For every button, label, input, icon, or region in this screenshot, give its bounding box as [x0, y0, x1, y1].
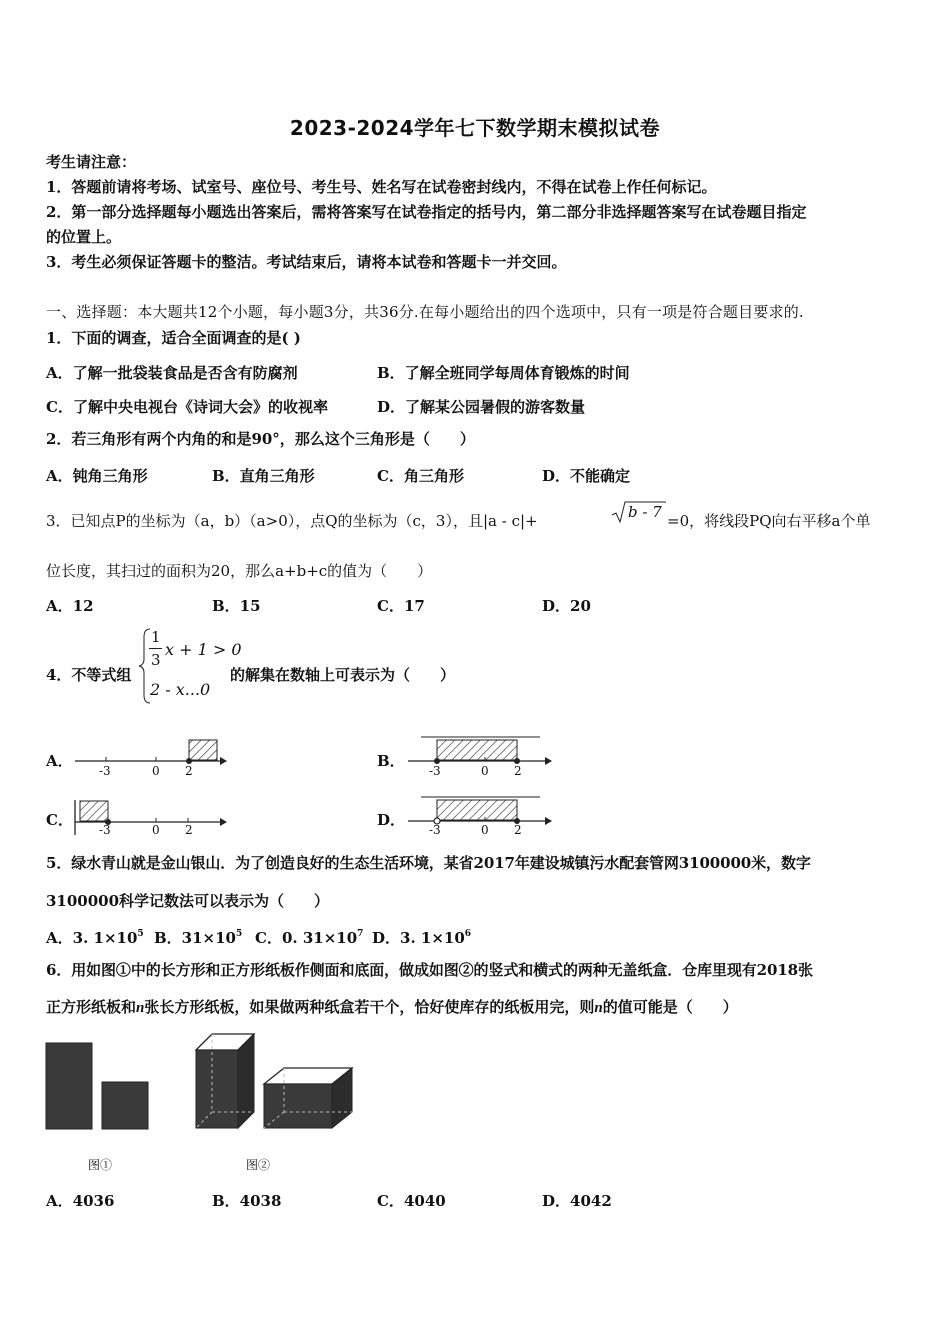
fraction-numerator: 1 [151, 628, 161, 646]
question-3-option-b[interactable]: B．15 [212, 597, 261, 615]
question-6-option-a[interactable]: A．4036 [46, 1192, 115, 1210]
question-3-option-a[interactable]: A．12 [46, 597, 94, 615]
question-6-option-d[interactable]: D．4042 [542, 1192, 612, 1210]
question-4-option-d[interactable]: D． [377, 811, 406, 829]
question-5-option-d[interactable]: D．3. $1\times 10^6$ [372, 929, 472, 947]
tick-label: 2 [185, 823, 193, 837]
tick-label: -3 [99, 823, 111, 837]
tick-label: -3 [429, 764, 441, 778]
fraction-denominator: 3 [151, 651, 161, 669]
tick-label: 0 [481, 823, 489, 837]
question-2-option-a[interactable]: A．钝角三角形 [46, 467, 148, 485]
figure-2-boxes [192, 1028, 362, 1132]
question-1-option-d[interactable]: D．了解某公园暑假的游客数量 [377, 398, 586, 416]
question-5-stem-part1: 5．绿水青山就是金山银山．为了创造良好的生态生活环境，某省2017年建设城镇污水配套管网3100000米，数字 [46, 854, 811, 872]
question-5-option-c[interactable]: C．0. $31\times 10^7$ [255, 929, 364, 947]
question-4-option-c[interactable]: C． [46, 811, 73, 829]
question-1-option-b[interactable]: B．了解全班同学每周体育锻炼的时间 [377, 364, 630, 382]
question-5-stem-part2: 3100000科学记数法可以表示为（ ） [46, 892, 330, 910]
question-1-option-c[interactable]: C．了解中央电视台《诗词大会》的收视率 [46, 398, 328, 416]
question-3-option-d[interactable]: D．20 [542, 597, 591, 615]
notice-item: 3．考生必须保证答题卡的整洁。考试结束后，请将本试卷和答题卡一并交回。 [46, 253, 567, 271]
question-6-option-b[interactable]: B．4038 [212, 1192, 282, 1210]
tick-label: 2 [514, 823, 522, 837]
question-2-option-b[interactable]: B．直角三角形 [212, 467, 315, 485]
question-4-option-b[interactable]: B． [377, 752, 405, 770]
question-6-option-c[interactable]: C．4040 [377, 1192, 446, 1210]
question-2-stem: 2．若三角形有两个内角的和是90°，那么这个三角形是（ ） [46, 430, 475, 448]
question-2-option-d[interactable]: D．不能确定 [542, 467, 631, 485]
question-5-option-b[interactable]: B．$31\times 10^5$ [154, 929, 243, 947]
sqrt-radicand: b - 7 [628, 503, 662, 521]
question-3-option-c[interactable]: C．17 [377, 597, 425, 615]
question-3-stem-part2: =0，将线段PQ向右平移a个单 [667, 512, 871, 530]
question-6-stem-part2: 正方形纸板和n张长方形纸板，如果做两种纸盒若干个，恰好使库存的纸板用完，则n的值可能是（ ） [46, 998, 738, 1016]
question-3-stem-part3: 位长度，其扫过的面积为20，那么a+b+c的值为（ ） [46, 562, 433, 580]
number-line-c[interactable] [70, 795, 230, 840]
tick-label: 2 [514, 764, 522, 778]
figure-1-caption: 图① [88, 1158, 113, 1172]
page-title: 2023-2024学年七下数学期末模拟试卷 [289, 116, 661, 140]
notice-item: 1．答题前请将考场、试室号、座位号、考生号、姓名写在试卷密封线内，不得在试卷上作任何标记。 [46, 178, 717, 196]
inequality-1: x + 1 > 0 [165, 640, 242, 659]
tick-label: 0 [481, 764, 489, 778]
notice-heading: 考生请注意： [46, 153, 137, 171]
question-4-stem-part1: 4．不等式组 [46, 666, 132, 684]
notice-item: 的位置上。 [46, 228, 122, 246]
tick-label: 0 [152, 764, 160, 778]
question-6-stem-part1: 6．用如图①中的长方形和正方形纸板作侧面和底面，做成如图②的竖式和横式的两种无盖纸盒．仓库里现有2018张 [46, 961, 813, 979]
question-1-option-a[interactable]: A．了解一批袋装食品是否含有防腐剂 [46, 364, 298, 382]
tick-label: 0 [152, 823, 160, 837]
inequality-2: 2 - x...0 [150, 680, 211, 699]
question-2-option-c[interactable]: C．角三角形 [377, 467, 464, 485]
notice-item: 2．第一部分选择题每小题选出答案后，需将答案写在试卷指定的括号内，第二部分非选择题答案写在试卷题目指定 [46, 203, 807, 221]
number-line-a[interactable] [70, 735, 230, 780]
question-5-option-a[interactable]: A．3. $1\times 10^5$ [46, 929, 144, 947]
question-4-stem-part2: 的解集在数轴上可表示为（ ） [230, 666, 456, 684]
section-heading: 一、选择题：本大题共12个小题，每小题3分，共36分.在每小题给出的四个选项中，只有一项是符合题目要求的. [46, 303, 804, 321]
tick-label: 2 [185, 764, 193, 778]
question-3-stem-part1: 3．已知点P的坐标为（a，b）（a>0），点Q的坐标为（c，3），且|a - c|+ [46, 512, 538, 530]
figure-2-caption: 图② [246, 1158, 271, 1172]
figure-1-paper-boards [44, 1040, 154, 1132]
tick-label: -3 [99, 764, 111, 778]
tick-label: -3 [429, 823, 441, 837]
question-1-stem: 1．下面的调查，适合全面调查的是( ) [46, 329, 301, 347]
question-4-option-a[interactable]: A． [46, 752, 73, 770]
